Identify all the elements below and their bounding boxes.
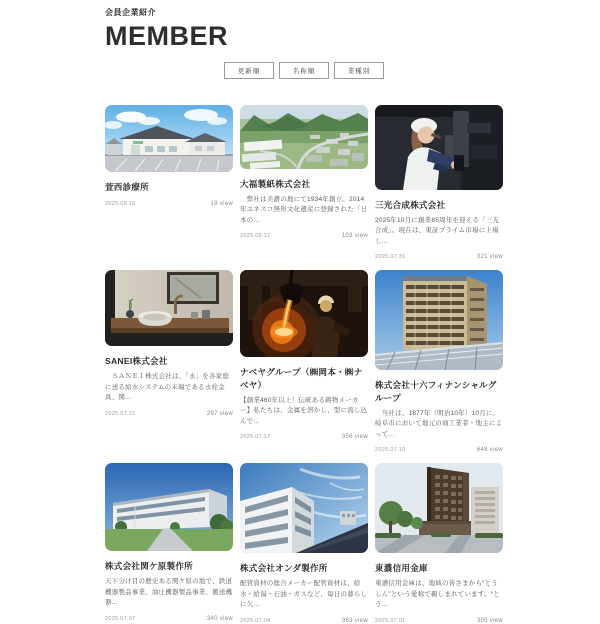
card-description: ＳＡＮＥＩ株式会社は、「水」を各家庭に送る給水システムの末端である水栓金具、関... — [105, 373, 230, 402]
card-title: 株式会社関ケ原製作所 — [105, 561, 194, 572]
card-title: 三光合成株式会社 — [375, 200, 446, 211]
photo-factory-building — [105, 463, 233, 551]
card-title: 株式会社十六フィナンシャルグループ — [375, 380, 497, 404]
card-meta — [375, 618, 503, 624]
card-view-count: 648 view — [476, 447, 503, 454]
photo-foundry — [240, 270, 368, 357]
sort-button-group — [105, 62, 503, 79]
card-meta — [105, 616, 233, 622]
card-meta — [105, 201, 233, 207]
card-title: 大福製紙株式会社 — [240, 179, 311, 190]
card-meta — [375, 447, 503, 453]
photo-aerial-town — [240, 105, 368, 169]
sort-by-update-button[interactable]: 更新順 — [224, 62, 274, 79]
member-card[interactable] — [240, 105, 368, 260]
card-description: 【創業460年以上！伝統ある鋳物メーカー】私たちは、金属を溶かし、型に流し込んで... — [240, 396, 368, 425]
card-meta — [375, 254, 503, 260]
photo-building-low-angle — [240, 463, 368, 553]
card-date: 2025.07.04 — [240, 617, 271, 624]
card-meta — [240, 618, 368, 624]
page-title: MEMBER — [105, 21, 228, 51]
card-title: 株式会社オンダ製作所 — [240, 563, 328, 574]
card-date: 2025.07.21 — [105, 410, 136, 417]
card-meta — [240, 434, 368, 440]
member-card[interactable] — [375, 270, 503, 453]
card-title: ナベヤグループ（㈱岡本・㈱ナベヤ） — [240, 367, 363, 391]
card-description: 弊社は美濃の地にて1934年創立。2014年ユネスコ無形文化遺産に登録された「日本の... — [240, 195, 368, 224]
card-meta — [240, 233, 368, 239]
photo-office-tower — [375, 270, 503, 370]
card-view-count: 363 view — [341, 617, 368, 624]
card-meta — [105, 411, 233, 417]
card-description: 配管資材の総合メーカー配管資材は、給水・給湯・石油・ガスなど、毎日の暮らしに欠... — [240, 580, 368, 609]
card-date: 2025.07.31 — [375, 254, 406, 261]
card-date: 2025.09.16 — [105, 200, 136, 207]
card-view-count: 297 view — [206, 410, 233, 417]
member-card[interactable] — [105, 105, 233, 260]
card-title: 萱西診療所 — [105, 182, 150, 193]
card-date: 2025.07.10 — [375, 447, 406, 454]
card-date: 2025.08.12 — [240, 233, 271, 240]
card-view-count: 321 view — [476, 254, 503, 261]
card-date: 2025.07.01 — [375, 617, 406, 624]
member-card[interactable] — [240, 270, 368, 453]
photo-brown-tower — [375, 463, 503, 553]
card-view-count: 103 view — [341, 233, 368, 240]
member-card-grid — [105, 105, 503, 624]
card-date: 2025.07.07 — [105, 615, 136, 622]
card-title: 東濃信用金庫 — [375, 563, 428, 574]
card-view-count: 356 view — [341, 434, 368, 441]
sort-by-industry-button[interactable]: 業種別 — [334, 62, 384, 79]
card-date: 2025.07.17 — [240, 434, 271, 441]
photo-factory-worker — [375, 105, 503, 190]
card-description: 2025年10月に創業85周年を迎える「三光合成」。現在は、東証プライム市場に上場し... — [375, 216, 500, 245]
member-card[interactable] — [105, 270, 233, 453]
page-subtitle: 会員企業紹介 — [105, 8, 156, 17]
photo-washbasin — [105, 270, 233, 346]
card-description: 天下分け目の歴史ある関ケ原の地で、鉄道機器製品事業、油圧機器製品事業、搬送機器... — [105, 578, 233, 607]
sort-by-name-button[interactable]: 名称順 — [279, 62, 329, 79]
card-title: SANEI株式会社 — [105, 356, 168, 367]
card-description: 東濃信用金庫は、地域の皆さまから“とうしん”という愛称で親しまれています。“とう... — [375, 580, 500, 609]
card-view-count: 19 view — [210, 200, 233, 207]
photo-clinic — [105, 105, 233, 172]
card-view-count: 305 view — [476, 617, 503, 624]
card-view-count: 340 view — [206, 615, 233, 622]
card-description: 当社は、1877年（明治10年）10月に、岐阜市において地元の商工業者・地主によって... — [375, 409, 503, 438]
member-card[interactable] — [375, 105, 503, 260]
